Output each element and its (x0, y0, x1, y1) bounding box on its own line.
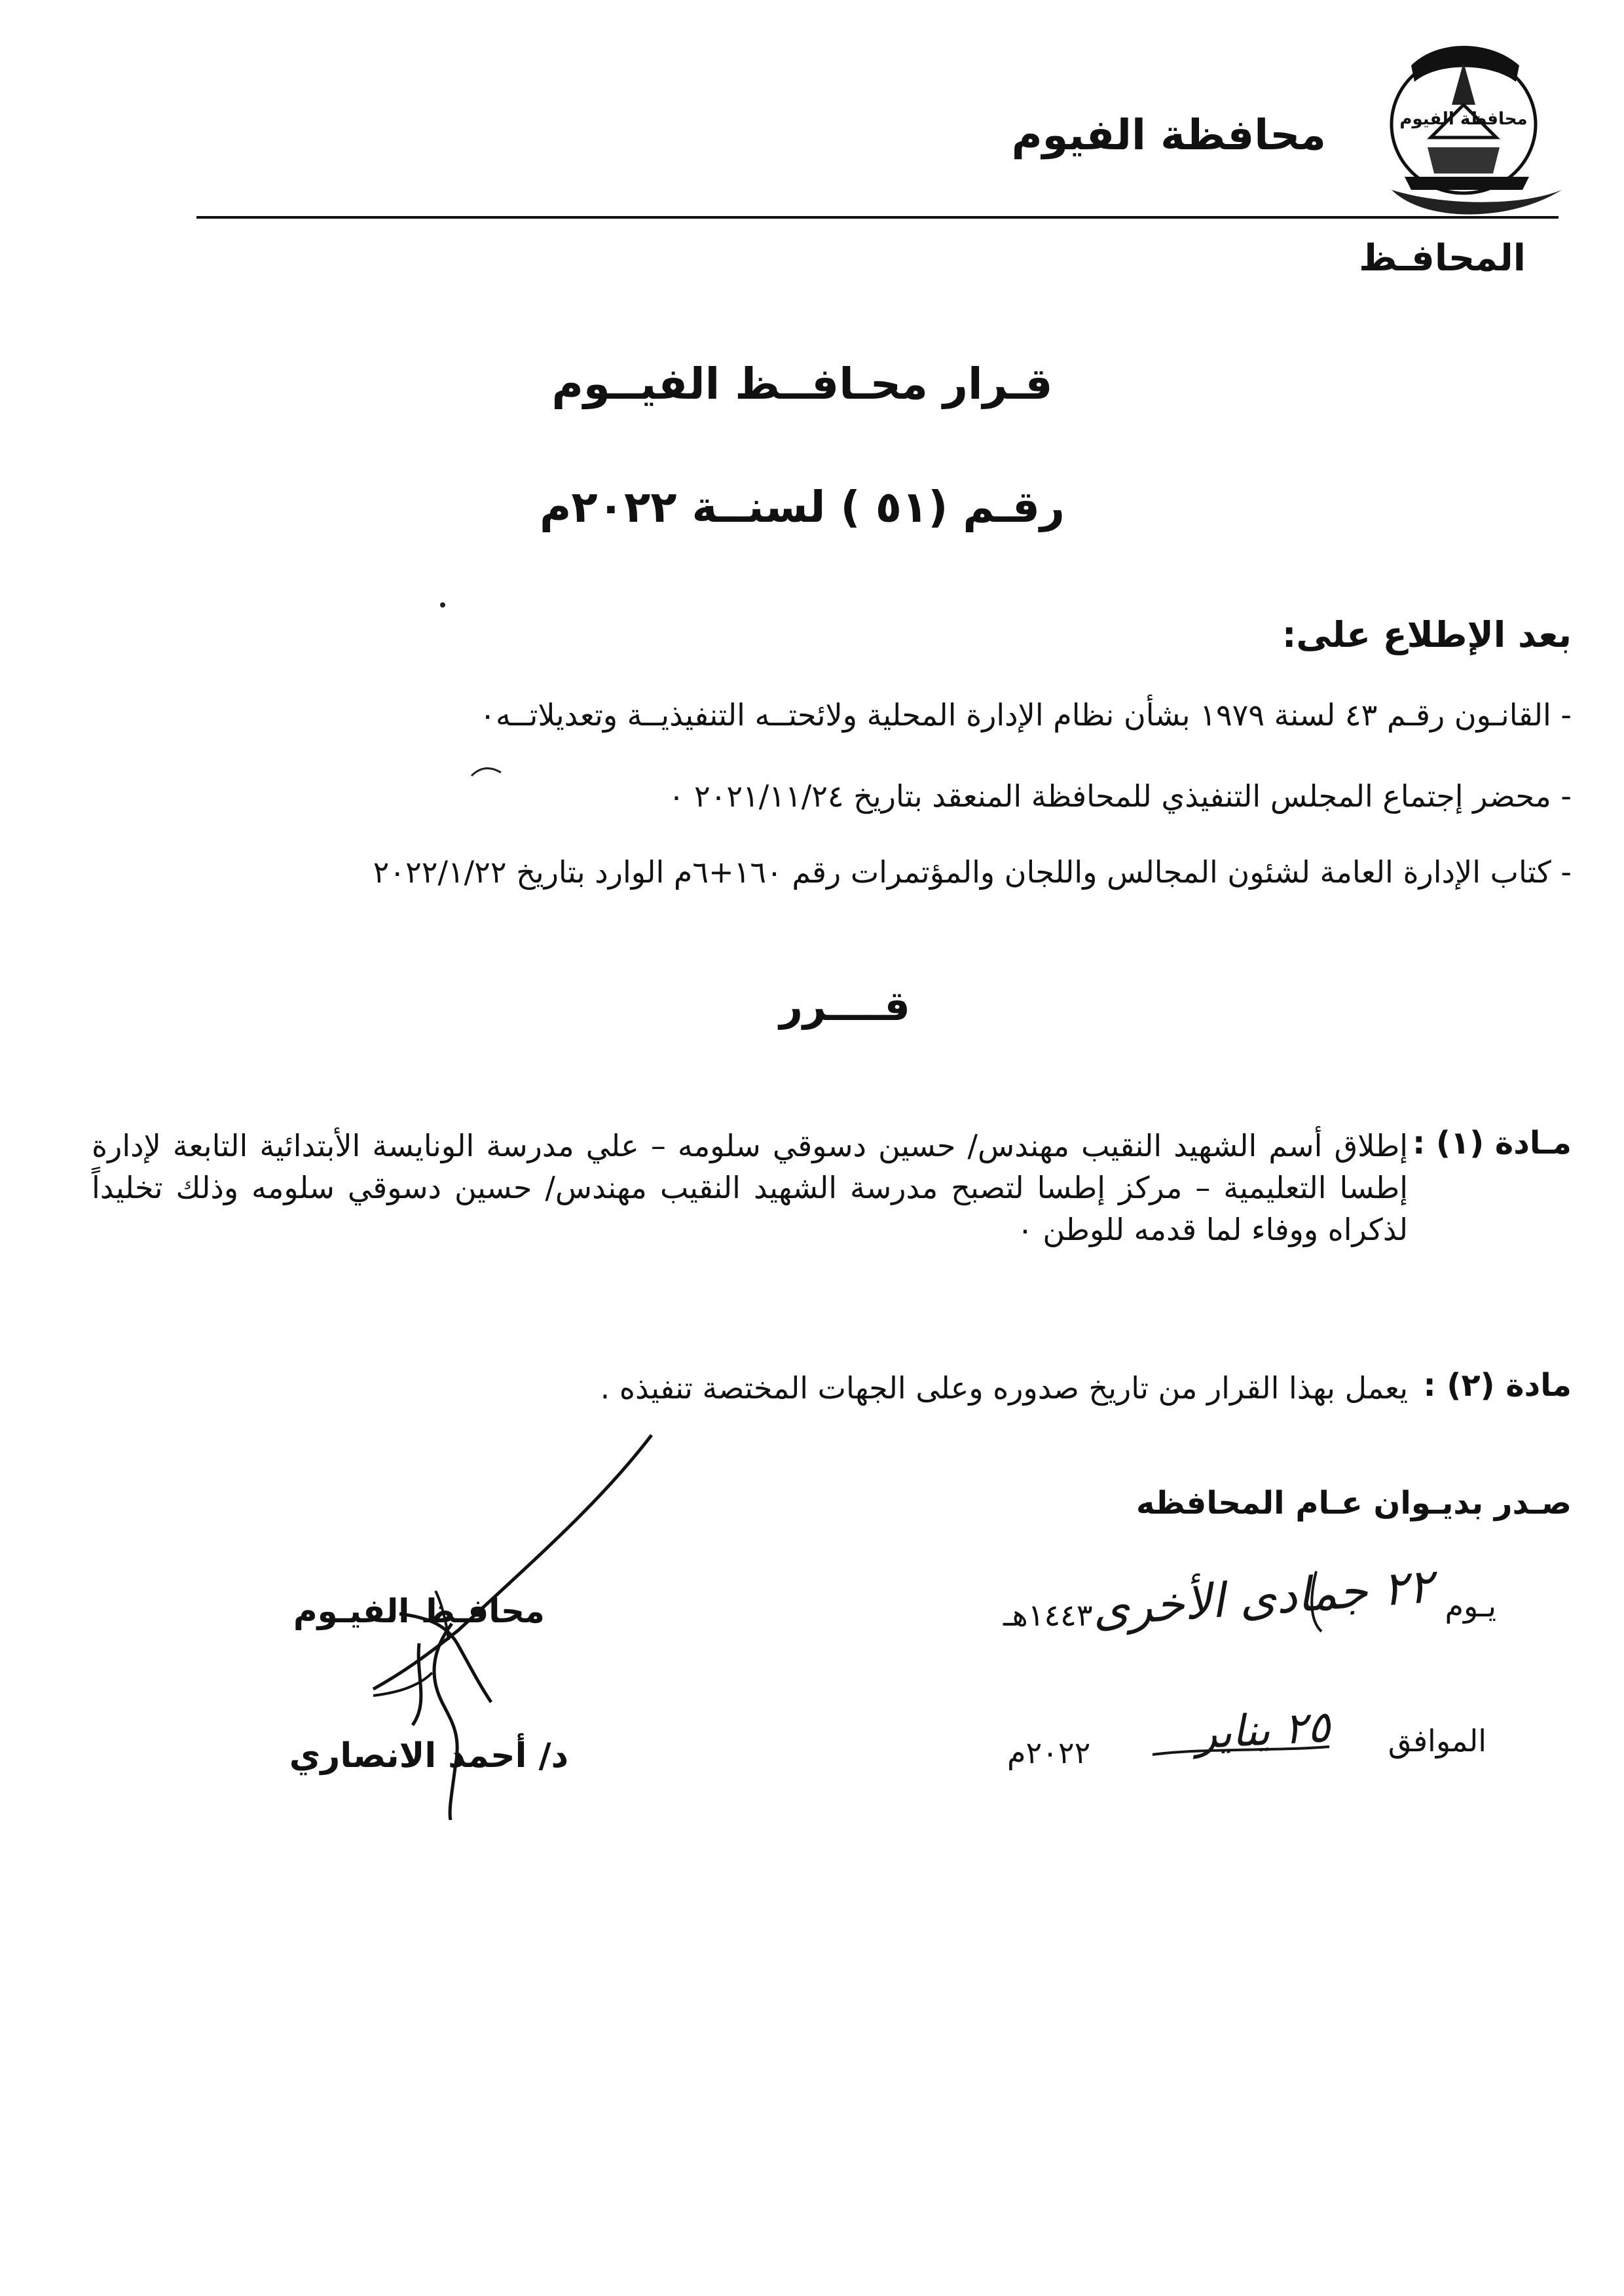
day-label: يـوم (1445, 1588, 1496, 1624)
gregorian-handwriting: ٢٥ يناير (1194, 1701, 1332, 1759)
preamble-item: - محضر إجتماع المجلس التنفيذي للمحافظة المنعقد بتاريخ ٢٠٢١/١١/٢٤ ٠ (668, 778, 1572, 814)
signatory-name: د/ أحمد الانصاري (289, 1736, 569, 1776)
logo-lettering: محافظة الفيوم (1399, 109, 1528, 129)
governorate-logo (1365, 26, 1572, 223)
decision-heading: قــــرر (779, 982, 910, 1030)
issued-line: صـدر بديـوان عـام المحافظه (1136, 1485, 1572, 1522)
office-label: المحافـظ (1359, 237, 1526, 280)
ink-dot (440, 602, 445, 608)
decree-number: رقـم (٥١ ) لسنــة ٢٠٢٢م (540, 482, 1065, 532)
preamble-heading: بعد الإطلاع على: (1282, 614, 1572, 655)
signatory-title: محافـظ الفيـوم (293, 1592, 545, 1630)
header-divider (196, 216, 1559, 219)
preamble-item: - كتاب الإدارة العامة لشئون المجالس واللجان والمؤتمرات رقم ١٦٠+٦م الوارد بتاريخ ٢٠٢٢/١/٢٢ (373, 854, 1572, 890)
hijri-year: ١٤٤٣هـ (1003, 1597, 1093, 1633)
hijri-handwriting: ٢٢ جمادى الأخرى (1090, 1558, 1435, 1637)
handwritten-gregorian-date (1113, 1689, 1401, 1768)
governorate-name: محافظة الفيوم (1011, 111, 1326, 160)
decree-title: قـرار محـافــظ الفيــوم (551, 359, 1053, 409)
article-label: مـادة (١) : (1412, 1125, 1572, 1161)
gregorian-year: ٢٠٢٢م (1007, 1735, 1091, 1770)
article-text: إطلاق أسم الشهيد النقيب مهندس/ حسين دسوقي سلومه – علي مدرسة الونايسة الأبتدائية التابعة لإدارة إطسا التعليمية – مركز إطسا لتصبح مدرسة الشهيد النقيب مهندس/ حسين دسوقي سلومه وذلك تخليداً لذكراه ووفاء لما قدمه للوطن ٠ (92, 1128, 1408, 1247)
article-label: مادة (٢) : (1423, 1367, 1572, 1404)
pen-mark (465, 759, 511, 786)
corresponding-label: الموافق (1388, 1723, 1486, 1758)
preamble-item: - القانـون رقـم ٤٣ لسنة ١٩٧٩ بشأن نظام الإدارة المحلية ولائحتــه التنفيذيــة وتعديلاتــه٠ (479, 697, 1572, 733)
article-text: يعمل بهذا القرار من تاريخ صدوره وعلى الجهات المختصة تنفيذه . (600, 1370, 1408, 1406)
